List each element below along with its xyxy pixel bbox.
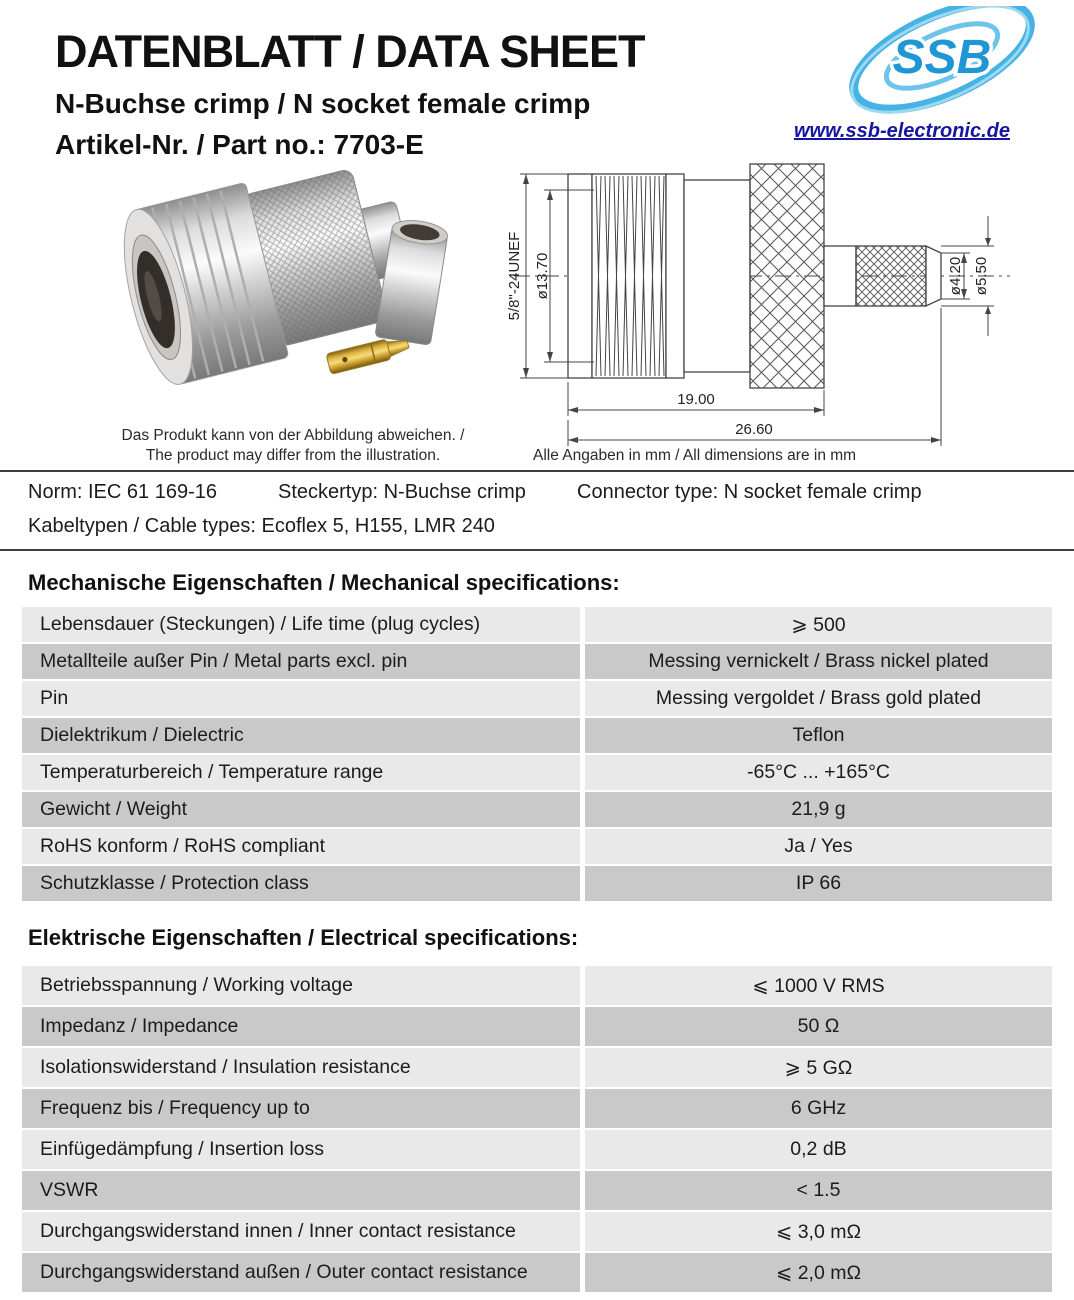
- spec-label: Schutzklasse / Protection class: [22, 866, 580, 901]
- spec-label: Pin: [22, 681, 580, 716]
- table-row: [22, 866, 1052, 901]
- table-row: [22, 644, 1052, 679]
- table-row: [22, 681, 1052, 716]
- table-row: [22, 792, 1052, 827]
- dim-tip-outer: ø5.50: [973, 256, 990, 296]
- spec-label: Temperaturbereich / Temperature range: [22, 755, 580, 790]
- photo-caption-line2: The product may differ from the illustration.: [145, 447, 441, 464]
- cable-types-text: Kabeltypen / Cable types: Ecoflex 5, H155, LMR 240: [28, 515, 495, 537]
- spec-label: Durchgangswiderstand innen / Inner contact resistance: [22, 1212, 580, 1251]
- spec-label: Isolationswiderstand / Insulation resistance: [22, 1048, 580, 1087]
- table-row: [22, 1130, 1052, 1169]
- technical-drawing: [498, 160, 1060, 452]
- spec-value: 21,9 g: [585, 792, 1052, 827]
- connector-type-text: Connector type: N socket female crimp: [577, 481, 922, 503]
- website-link[interactable]: www.ssb-electronic.de: [794, 120, 1010, 142]
- mechanical-table: [22, 607, 1052, 901]
- table-row: [22, 1171, 1052, 1210]
- spec-value: Messing vergoldet / Brass gold plated: [585, 681, 1052, 716]
- table-row: [22, 755, 1052, 790]
- spec-value: Messing vernickelt / Brass nickel plated: [585, 644, 1052, 679]
- spec-value: Ja / Yes: [585, 829, 1052, 864]
- table-row: [22, 1048, 1052, 1087]
- spec-value: 0,2 dB: [585, 1130, 1052, 1169]
- divider-bottom: [0, 549, 1074, 551]
- dim-total-length: 26.60: [735, 421, 773, 438]
- spec-value: ⩽ 2,0 mΩ: [585, 1253, 1052, 1292]
- divider-top: [0, 470, 1074, 472]
- spec-label: VSWR: [22, 1171, 580, 1210]
- spec-value: -65°C ... +165°C: [585, 755, 1052, 790]
- spec-label: Impedanz / Impedance: [22, 1007, 580, 1046]
- dim-body-length: 19.00: [677, 391, 715, 408]
- spec-label: Betriebsspannung / Working voltage: [22, 966, 580, 1005]
- spec-value: ⩾ 500: [585, 607, 1052, 642]
- spec-label: Metallteile außer Pin / Metal parts excl. pin: [22, 644, 580, 679]
- table-row: [22, 607, 1052, 642]
- dim-tip-inner: ø4.20: [947, 256, 964, 296]
- drawing-outline: [514, 164, 1010, 388]
- logo-text: SSB: [892, 31, 992, 84]
- page-title: DATENBLATT / DATA SHEET: [55, 26, 645, 77]
- spec-value: ⩽ 3,0 mΩ: [585, 1212, 1052, 1251]
- logo-block: [794, 6, 1060, 142]
- table-row: [22, 1253, 1052, 1292]
- spec-label: Durchgangswiderstand außen / Outer contact resistance: [22, 1253, 580, 1292]
- table-row: [22, 829, 1052, 864]
- electrical-heading: Elektrische Eigenschaften / Electrical specifications:: [28, 925, 579, 950]
- steckertyp-text: Steckertyp: N-Buchse crimp: [278, 481, 526, 503]
- spec-label: Dielektrikum / Dielectric: [22, 718, 580, 753]
- table-row: [22, 1089, 1052, 1128]
- spec-label: Einfügedämpfung / Insertion loss: [22, 1130, 580, 1169]
- spec-value: ⩽ 1000 V RMS: [585, 966, 1052, 1005]
- table-row: [22, 718, 1052, 753]
- spec-value: ⩾ 5 GΩ: [585, 1048, 1052, 1087]
- spec-value: 6 GHz: [585, 1089, 1052, 1128]
- table-row: [22, 1212, 1052, 1251]
- electrical-table: [22, 966, 1052, 1292]
- dim-thread: 5/8"-24UNEF: [506, 231, 523, 321]
- spec-value: Teflon: [585, 718, 1052, 753]
- spec-value: 50 Ω: [585, 1007, 1052, 1046]
- product-name: N-Buchse crimp / N socket female crimp: [55, 88, 591, 119]
- photo-caption: [98, 426, 488, 466]
- spec-value: < 1.5: [585, 1171, 1052, 1210]
- header-titles: [55, 26, 644, 161]
- table-row: [22, 966, 1052, 1005]
- dim-inner-dia: ø13.70: [534, 252, 551, 300]
- part-number: Artikel-Nr. / Part no.: 7703-E: [55, 129, 424, 160]
- spec-label: RoHS konform / RoHS compliant: [22, 829, 580, 864]
- photo-caption-line1: Das Produkt kann von der Abbildung abweichen. /: [121, 427, 465, 444]
- norm-text: Norm: IEC 61 169-16: [28, 481, 217, 503]
- spec-label: Lebensdauer (Steckungen) / Life time (plug cycles): [22, 607, 580, 642]
- mechanical-heading: Mechanische Eigenschaften / Mechanical specifications:: [28, 570, 620, 595]
- spec-label: Gewicht / Weight: [22, 792, 580, 827]
- table-row: [22, 1007, 1052, 1046]
- drawing-caption: Alle Angaben in mm / All dimensions are in mm: [533, 447, 857, 464]
- ssb-logo: [835, 6, 1050, 114]
- product-photo: [98, 170, 488, 422]
- spec-label: Frequenz bis / Frequency up to: [22, 1089, 580, 1128]
- spec-value: IP 66: [585, 866, 1052, 901]
